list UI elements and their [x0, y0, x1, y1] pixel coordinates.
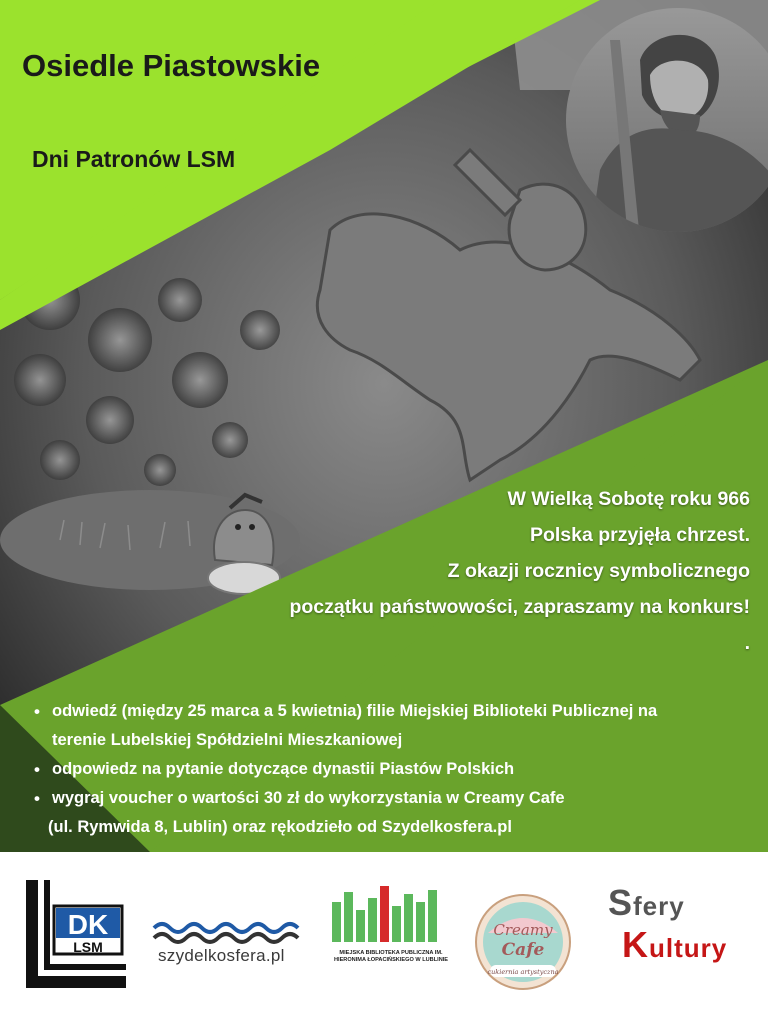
bars-icon [328, 884, 450, 950]
intro-line: początku państwowości, zapraszamy na konkurs! [289, 596, 750, 618]
bullet-icon: • [34, 760, 40, 779]
dk-lsm-logo [26, 880, 126, 988]
page-subtitle: Dni Patronów LSM [32, 146, 236, 172]
intro-line: Polska przyjęła chrzest. [529, 524, 750, 546]
cafe-label: Cafe [501, 940, 545, 960]
sfery-label: Sfery [608, 882, 685, 923]
intro-line: W Wielką Sobotę roku 966 [507, 488, 750, 510]
list-item: • odwiedź (między 25 marca a 5 kwietnia) filie Miejskiej Biblioteki Publicznej na [34, 697, 764, 726]
creamy-cafe-logo [474, 893, 572, 991]
creamy-label: Creamy [493, 921, 553, 939]
list-item: • odpowiedz na pytanie dotyczące dynastii Piastów Polskich [34, 755, 764, 784]
bullet-icon: • [34, 702, 40, 721]
lsm-label: LSM [73, 939, 103, 955]
mbp-label: MIEJSKA BIBLIOTEKA PUBLICZNA IM. HIERONIMA ŁOPACIŃSKIEGO W LUBLINIE [333, 950, 449, 963]
contest-steps-list [34, 697, 764, 842]
intro-line: Z okazji rocznicy symbolicznego [447, 560, 750, 582]
creamy-tagline: cukiernia artystyczna [487, 968, 559, 976]
bullet-icon: • [34, 789, 40, 808]
szydelkosfera-label: szydelkosfera.pl [158, 946, 285, 965]
intro-line: . [744, 632, 750, 654]
list-item: • wygraj voucher o wartości 30 zł do wykorzystania w Creamy Cafe [34, 784, 764, 813]
sfery-kultury-logo [604, 880, 754, 980]
page-title: Osiedle Piastowskie [22, 48, 321, 83]
waves-icon [150, 916, 305, 946]
mbp-library-logo [328, 884, 450, 976]
intro-text [150, 481, 750, 661]
szydelkosfera-logo [150, 916, 305, 972]
list-item-continuation: (ul. Rymwida 8, Lublin) oraz rękodzieło od Szydelkosfera.pl [48, 818, 512, 836]
kultury-label: Kultury [622, 924, 728, 965]
list-item-continuation: terenie Lubelskiej Spółdzielni Mieszkaniowej [52, 731, 403, 749]
dk-label: DK [67, 909, 109, 940]
